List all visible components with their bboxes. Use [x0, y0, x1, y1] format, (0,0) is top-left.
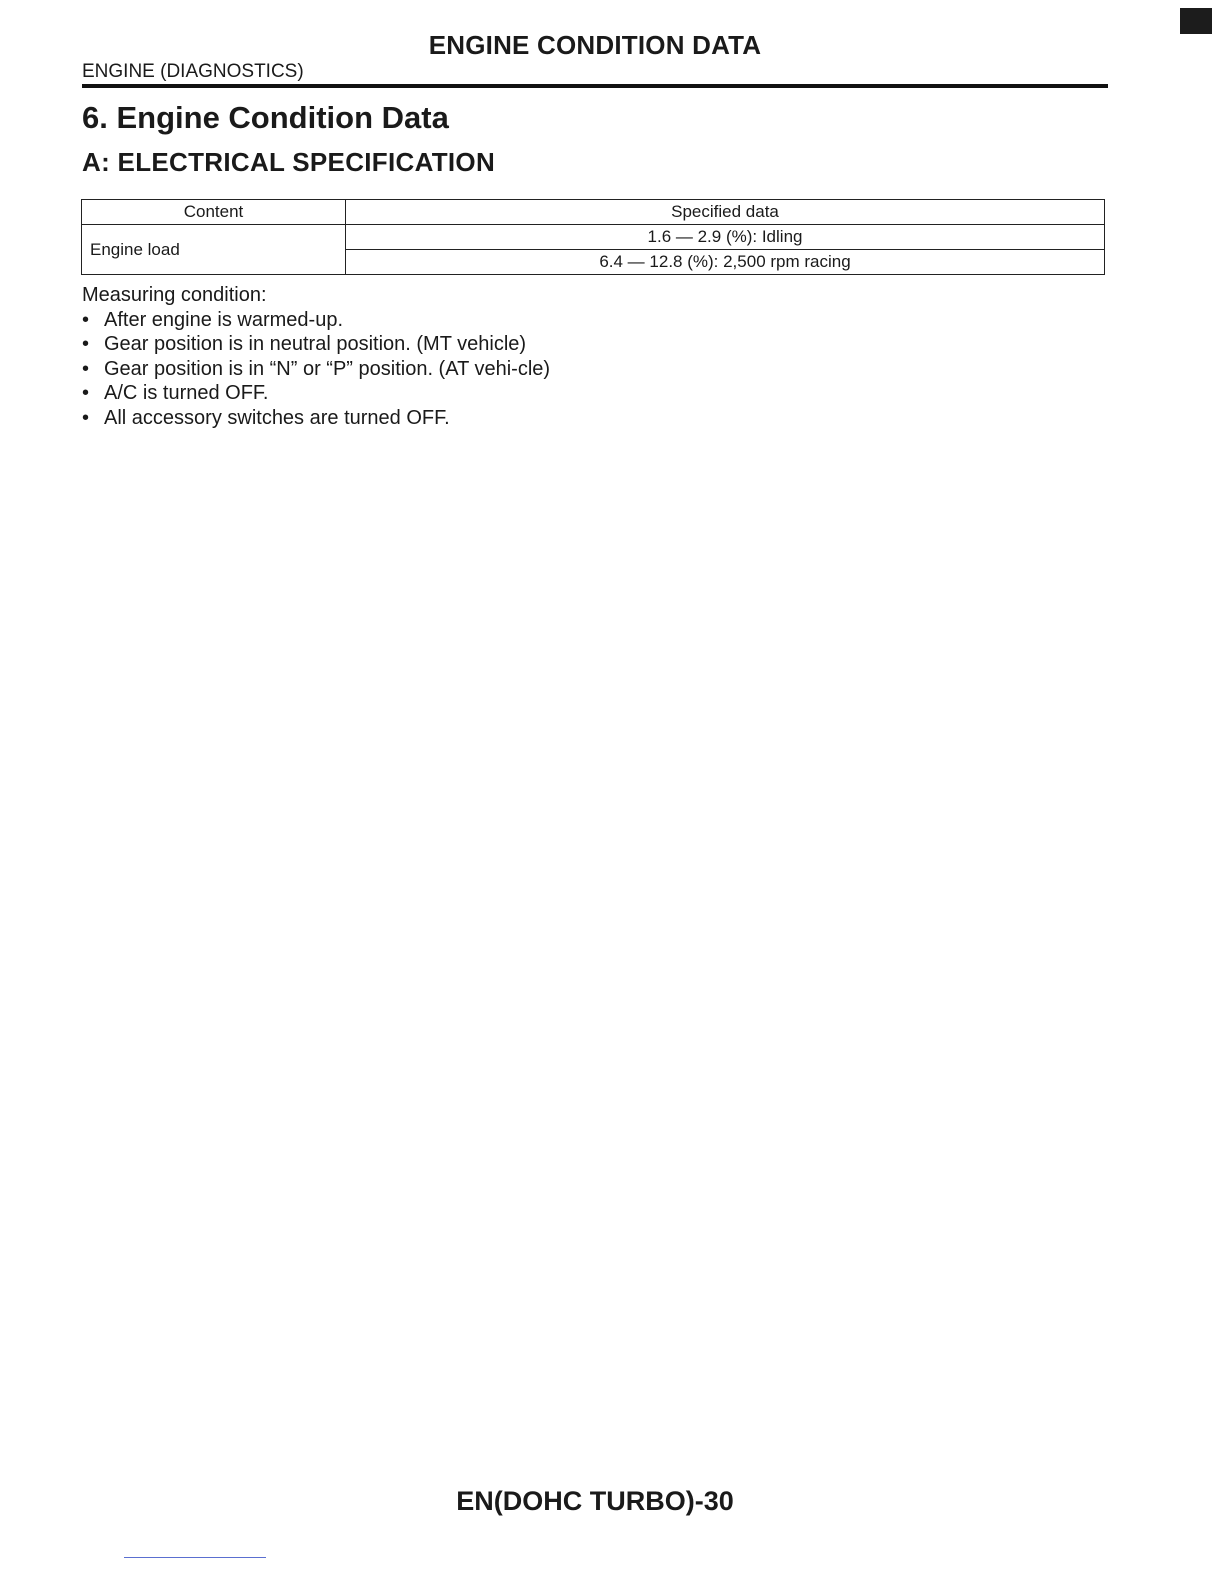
table-header-specified-data: Specified data [346, 200, 1105, 225]
bullet-icon: • [82, 357, 90, 380]
running-header-section: ENGINE (DIAGNOSTICS) [82, 61, 304, 82]
running-header-title: ENGINE CONDITION DATA [428, 30, 762, 60]
list-item-text: A/C is turned OFF. [104, 382, 269, 404]
table-cell-content: Engine load [82, 225, 346, 275]
chapter-title: 6. Engine Condition Data [82, 100, 449, 135]
bullet-icon: • [82, 382, 90, 404]
list-item [82, 357, 572, 382]
list-item [82, 381, 572, 406]
table-row [82, 225, 1105, 250]
header-divider [82, 84, 1108, 88]
list-item-text: Gear position is in neutral position. (MT vehicle) [104, 333, 527, 355]
measuring-conditions [82, 283, 572, 430]
list-item-text: All accessory switches are turned OFF. [104, 406, 450, 429]
list-item [82, 332, 572, 357]
list-item [82, 308, 572, 333]
table-cell-value: 1.6 — 2.9 (%): Idling [346, 225, 1105, 250]
page-number: EN(DOHC TURBO)-30 [456, 1486, 734, 1516]
bullet-icon: • [82, 308, 90, 331]
list-item-text: Gear position is in “N” or “P” position. (AT vehi-cle) [104, 357, 551, 380]
conditions-list [82, 308, 572, 431]
table-header-row [82, 200, 1105, 225]
list-item [82, 406, 572, 431]
bullet-icon: • [82, 406, 90, 429]
footer-link-underline [124, 1557, 266, 1558]
list-item-text: After engine is warmed-up. [104, 308, 344, 331]
conditions-heading: Measuring condition: [82, 284, 267, 306]
section-title: A: ELECTRICAL SPECIFICATION [82, 147, 496, 177]
table-header-content: Content [82, 200, 346, 225]
table-cell-value: 6.4 — 12.8 (%): 2,500 rpm racing [346, 250, 1105, 275]
spec-table [81, 199, 1105, 275]
bullet-icon: • [82, 333, 90, 355]
